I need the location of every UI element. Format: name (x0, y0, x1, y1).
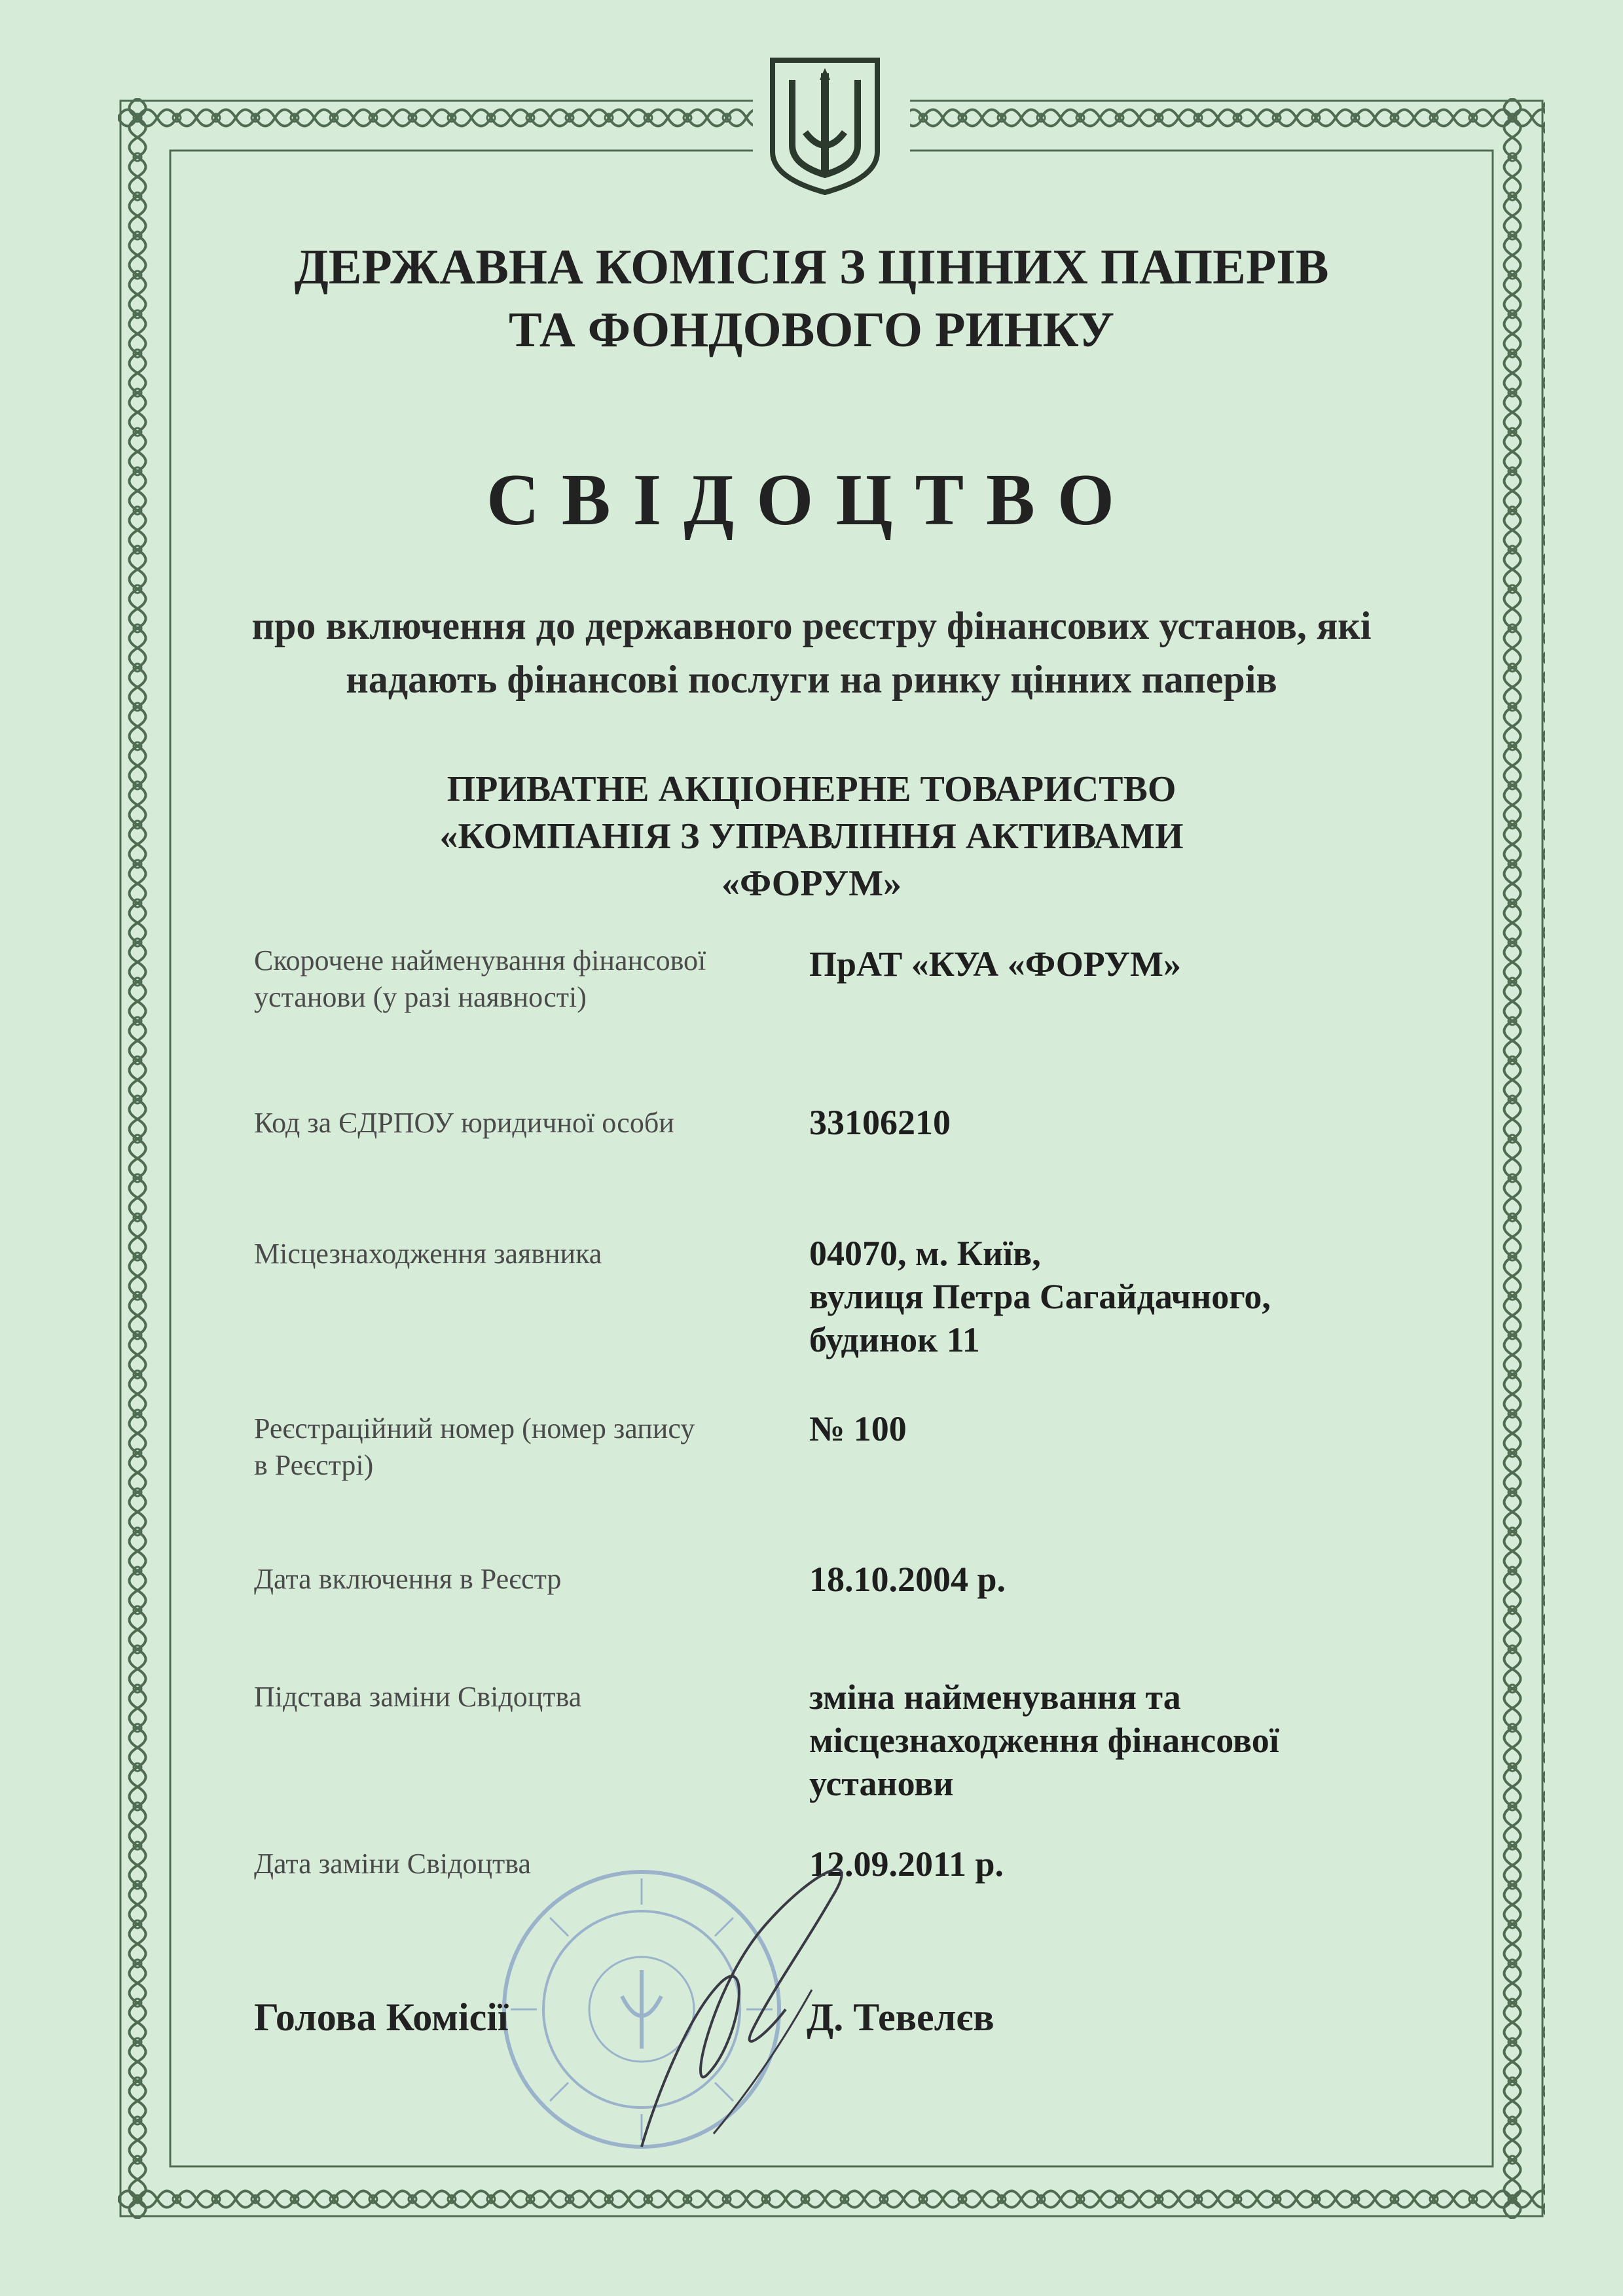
org-line-1: ДЕРЖАВНА КОМІСІЯ З ЦІННИХ ПАПЕРІВ (294, 240, 1329, 295)
company-line-2: «КОМПАНІЯ З УПРАВЛІННЯ АКТИВАМИ (439, 816, 1184, 857)
subtitle-line-2: надають фінансові послуги на ринку цінних паперів (346, 658, 1277, 701)
issuing-authority (0, 236, 1623, 361)
replacement-basis-line-2: місцезнаходження фінансової (809, 1721, 1279, 1760)
reg-number-label-line-2: в Реєстрі) (254, 1449, 374, 1481)
document-title: СВІДОЦТВО (486, 459, 1137, 541)
trident-emblem-icon (766, 54, 884, 198)
location-line-2: вулиця Петра Сагайдачного, (809, 1277, 1271, 1316)
location-line-3: будинок 11 (809, 1320, 980, 1359)
signatory-role: Голова Комісії (254, 1996, 509, 2039)
edrpou-value: 33106210 (809, 1103, 951, 1142)
replacement-basis-value (809, 1676, 1464, 1805)
short-name-label-line-2: установи (у разі наявності) (254, 981, 587, 1013)
org-line-2: ТА ФОНДОВОГО РИНКУ (508, 302, 1115, 357)
location-line-1: 04070, м. Київ, (809, 1234, 1041, 1273)
replacement-basis-label: Підстава заміни Свідоцтва (254, 1681, 582, 1713)
location-value (809, 1232, 1464, 1361)
short-name-label (254, 942, 784, 1016)
replacement-date-value: 12.09.2011 р. (809, 1844, 1004, 1884)
company-name (0, 766, 1623, 907)
reg-number-label (254, 1410, 784, 1484)
inclusion-date-value: 18.10.2004 р. (809, 1560, 1006, 1599)
short-name-value: ПрАТ «КУА «ФОРУМ» (809, 944, 1181, 984)
inclusion-date-label: Дата включення в Реєстр (254, 1563, 562, 1595)
subtitle-line-1: про включення до державного реєстру фінансових установ, які (251, 604, 1372, 647)
company-line-1: ПРИВАТНЕ АКЦІОНЕРНЕ ТОВАРИСТВО (447, 769, 1176, 810)
edrpou-label: Код за ЄДРПОУ юридичної особи (254, 1107, 674, 1139)
signatory-name: Д. Тевелєв (807, 1996, 994, 2039)
reg-number-label-line-1: Реєстраційний номер (номер запису (254, 1412, 695, 1444)
handwritten-signature (615, 1820, 890, 2160)
replacement-date-label: Дата заміни Свідоцтва (254, 1848, 532, 1880)
reg-number-value: № 100 (809, 1409, 907, 1448)
location-label: Місцезнаходження заявника (254, 1238, 602, 1270)
short-name-label-line-1: Скорочене найменування фінансової (254, 944, 706, 977)
replacement-basis-line-3: установи (809, 1764, 954, 1803)
replacement-basis-line-1: зміна найменування та (809, 1677, 1181, 1717)
company-line-3: «ФОРУМ» (721, 863, 902, 904)
document-subtitle (0, 599, 1623, 706)
